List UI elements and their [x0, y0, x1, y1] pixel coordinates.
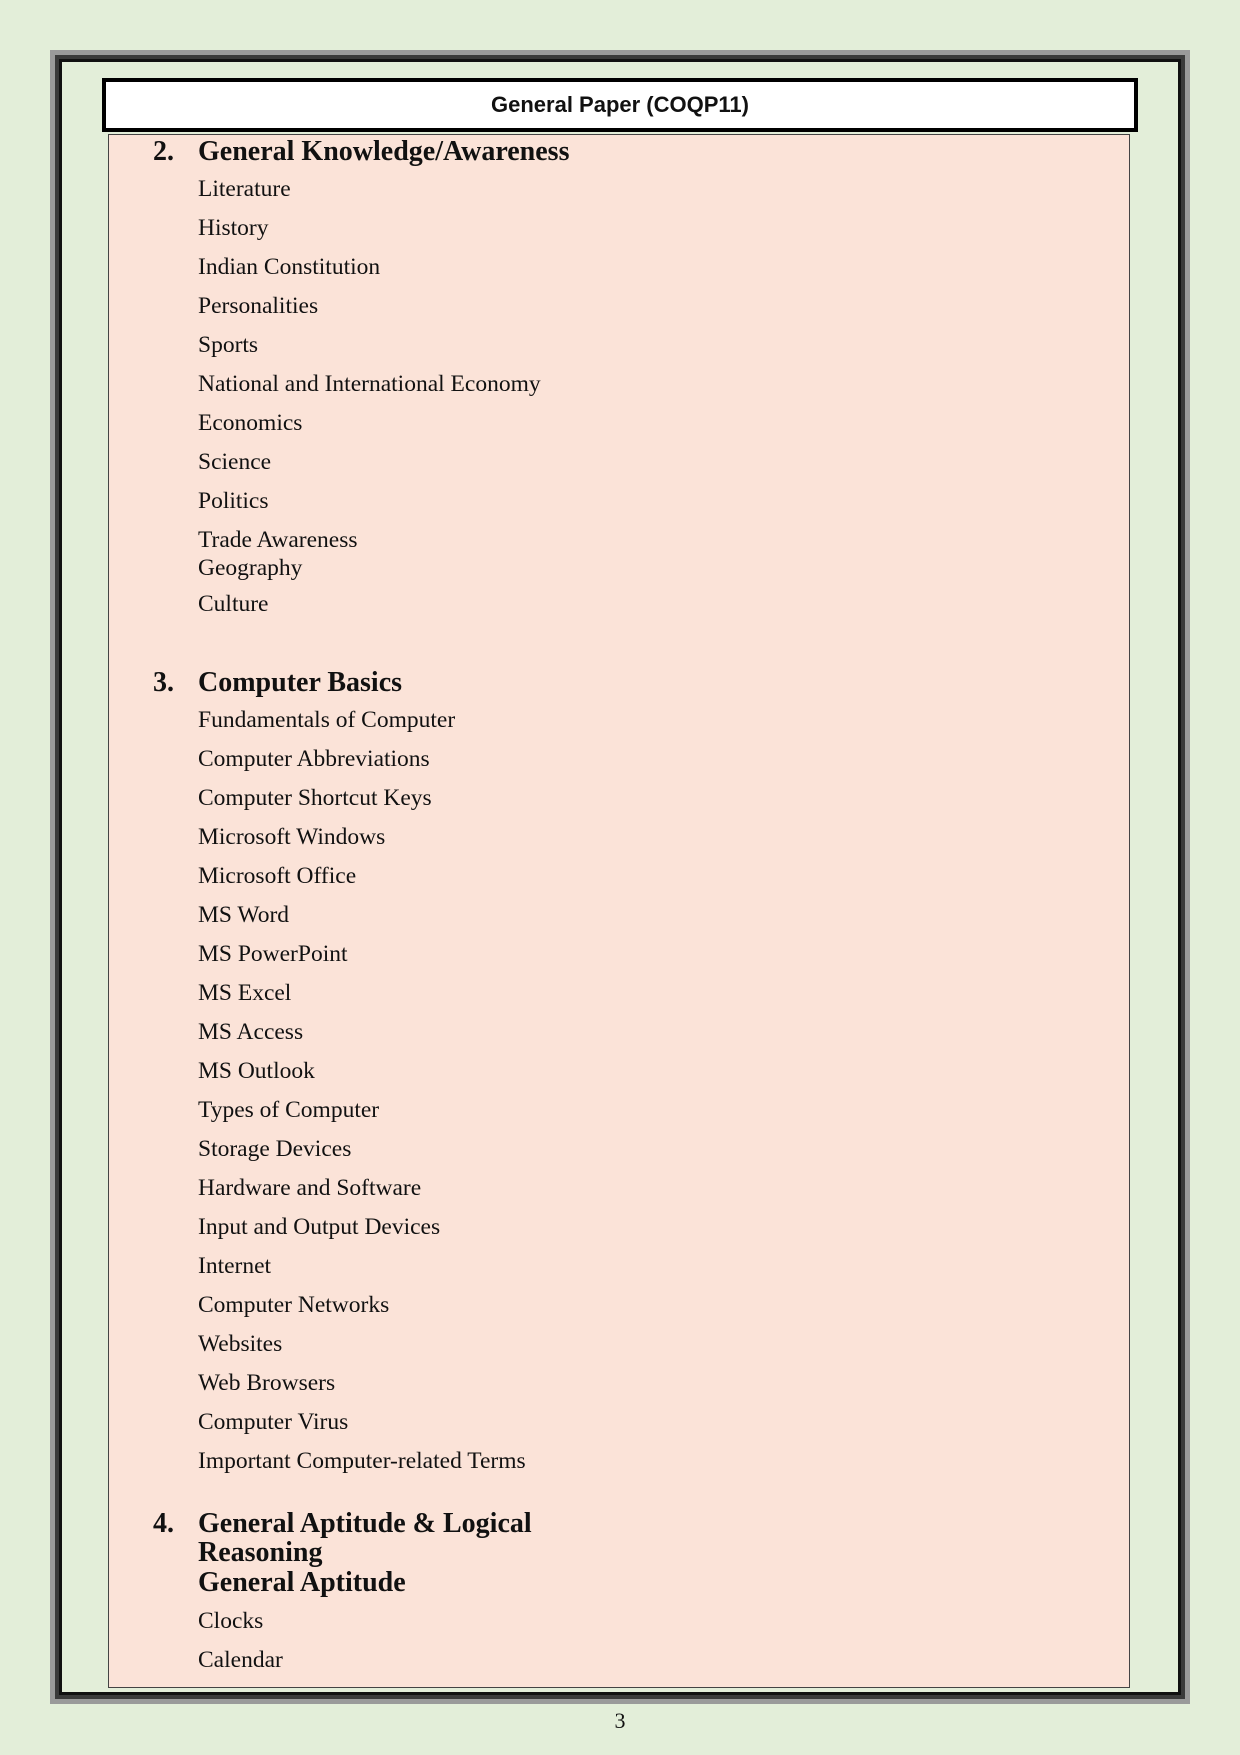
list-item: Hardware and Software: [198, 1175, 422, 1201]
list-item: MS Excel: [198, 980, 292, 1006]
list-item: Microsoft Windows: [198, 824, 386, 850]
list-item: MS Word: [198, 902, 290, 928]
list-item: Economics: [198, 410, 303, 436]
list-item: Literature: [198, 176, 291, 202]
list-item: Fundamentals of Computer: [198, 707, 456, 733]
list-item: National and International Economy: [198, 371, 541, 397]
section-title-line1: General Aptitude & Logical: [198, 1508, 532, 1539]
list-item: Web Browsers: [198, 1370, 336, 1396]
list-item: Computer Networks: [198, 1292, 390, 1318]
section-number: 4.: [153, 1508, 174, 1539]
section-title: General Knowledge/Awareness: [198, 136, 570, 167]
section-heading-4: [153, 1509, 532, 1567]
section-heading-2: [153, 137, 569, 166]
list-item: Trade Awareness: [198, 527, 358, 553]
list-item: Politics: [198, 488, 269, 514]
list-item: Computer Virus: [198, 1409, 349, 1435]
list-item: Indian Constitution: [198, 254, 381, 280]
list-item: Types of Computer: [198, 1097, 380, 1123]
page-header: [102, 78, 1138, 132]
list-item: Computer Abbreviations: [198, 746, 430, 772]
list-item: MS Outlook: [198, 1058, 315, 1084]
section-title: [198, 1509, 532, 1567]
list-item: Geography: [198, 555, 303, 581]
list-item: Clocks: [198, 1608, 264, 1634]
syllabus-content: [108, 134, 1130, 1688]
page-number: 3: [614, 1708, 626, 1733]
list-item: MS Access: [198, 1019, 304, 1045]
list-item: MS PowerPoint: [198, 941, 348, 967]
list-item: Culture: [198, 591, 269, 617]
list-item: History: [198, 215, 269, 241]
list-item: Storage Devices: [198, 1136, 352, 1162]
subsection-title: General Aptitude: [198, 1567, 406, 1598]
list-item: Important Computer-related Terms: [198, 1448, 526, 1474]
list-item: Internet: [198, 1253, 272, 1279]
list-item: Websites: [198, 1331, 283, 1357]
header-title: General Paper (COQP11): [491, 92, 749, 117]
section-title: Computer Basics: [198, 667, 403, 698]
list-item: Sports: [198, 332, 259, 358]
list-item: Computer Shortcut Keys: [198, 785, 432, 811]
list-item: Calendar: [198, 1647, 283, 1673]
section-number: 2.: [153, 136, 174, 167]
section-title-line2: Reasoning: [198, 1537, 323, 1568]
list-item: Input and Output Devices: [198, 1214, 441, 1240]
section-heading-3: [153, 668, 402, 697]
list-item: Personalities: [198, 293, 319, 319]
list-item: Microsoft Office: [198, 863, 357, 889]
list-item: Science: [198, 449, 272, 475]
section-number: 3.: [153, 667, 174, 698]
